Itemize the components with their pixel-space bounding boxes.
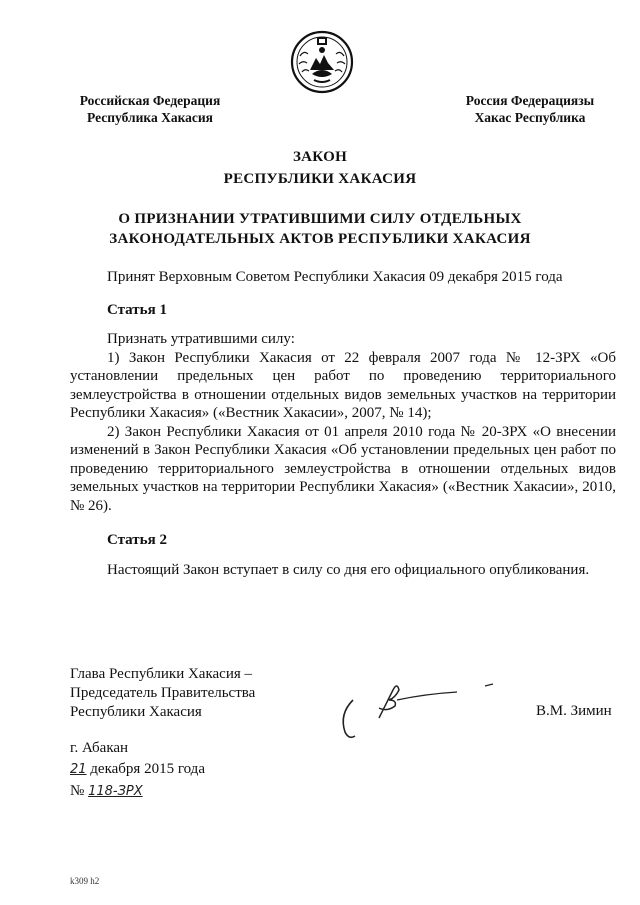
signatory-name: В.М. Зимин <box>536 703 612 719</box>
doc-title-line1: ЗАКОН <box>292 149 348 165</box>
article1-body <box>70 330 616 515</box>
date-day-handwritten: 21 <box>70 762 87 777</box>
header-right-line2: Хакас Республика <box>474 110 586 125</box>
signing-date <box>70 759 205 780</box>
article1-item2: 2) Закон Республики Хакасия от 01 апреля 2010 года № 20-ЗРХ «О внесении изменений в Закон Республики Хакасия «Об установлении предельных цен работ по проведению территориального землеустройства в отношении отдельных видов земельных участков на территории Республики Хакасия» («Вестник Хакасии», 2010, № 26). <box>70 423 616 514</box>
signatory-position-line2: Председатель Правительства <box>70 685 256 701</box>
doc-subject-line1: О ПРИЗНАНИИ УТРАТИВШИМИ СИЛУ ОТДЕЛЬНЫХ <box>118 211 522 227</box>
article2-text: Настоящий Закон вступает в силу со дня его официального опубликования. <box>107 562 590 578</box>
header-right-line1: Россия Федерациязы <box>465 93 595 108</box>
article1-intro: Признать утратившими силу: <box>107 331 295 347</box>
number-handwritten: 118-ЗРХ <box>88 784 143 799</box>
doc-title-line2: РЕСПУБЛИКИ ХАКАСИЯ <box>223 171 417 187</box>
doc-subject-line2: ЗАКОНОДАТЕЛЬНЫХ АКТОВ РЕСПУБЛИКИ ХАКАСИЯ <box>109 231 531 247</box>
city: г. Абакан <box>70 740 129 756</box>
header-left-line2: Республика Хакасия <box>87 110 213 125</box>
adoption-note: Принят Верховным Советом Республики Хакасия 09 декабря 2015 года <box>107 269 563 285</box>
date-rest: декабря 2015 года <box>90 761 205 777</box>
header-left-line1: Российская Федерация <box>79 93 221 108</box>
header-left <box>70 92 230 126</box>
article1-heading: Статья 1 <box>107 302 167 318</box>
handwritten-signature-icon <box>335 670 515 750</box>
signatory-position-line3: Республики Хакасия <box>70 704 202 720</box>
law-number <box>70 781 143 802</box>
signatory-position-line1: Глава Республики Хакасия – <box>70 666 253 682</box>
number-prefix: № <box>70 783 85 799</box>
article2-body <box>70 561 616 580</box>
signatory-position <box>70 665 255 722</box>
header-right <box>450 92 610 126</box>
article2-heading: Статья 2 <box>107 532 167 548</box>
footer-code: k309 h2 <box>70 876 100 886</box>
khakassia-emblem-icon <box>290 30 354 94</box>
article1-item1: 1) Закон Республики Хакасия от 22 февраля 2007 года № 12-ЗРХ «Об установлении предельных цен работ по проведению территориального землеустройства в отношении отдельных видов земельных участков на территории Республики Хакасия» («Вестник Хакасии», 2007, № 14); <box>70 349 616 421</box>
